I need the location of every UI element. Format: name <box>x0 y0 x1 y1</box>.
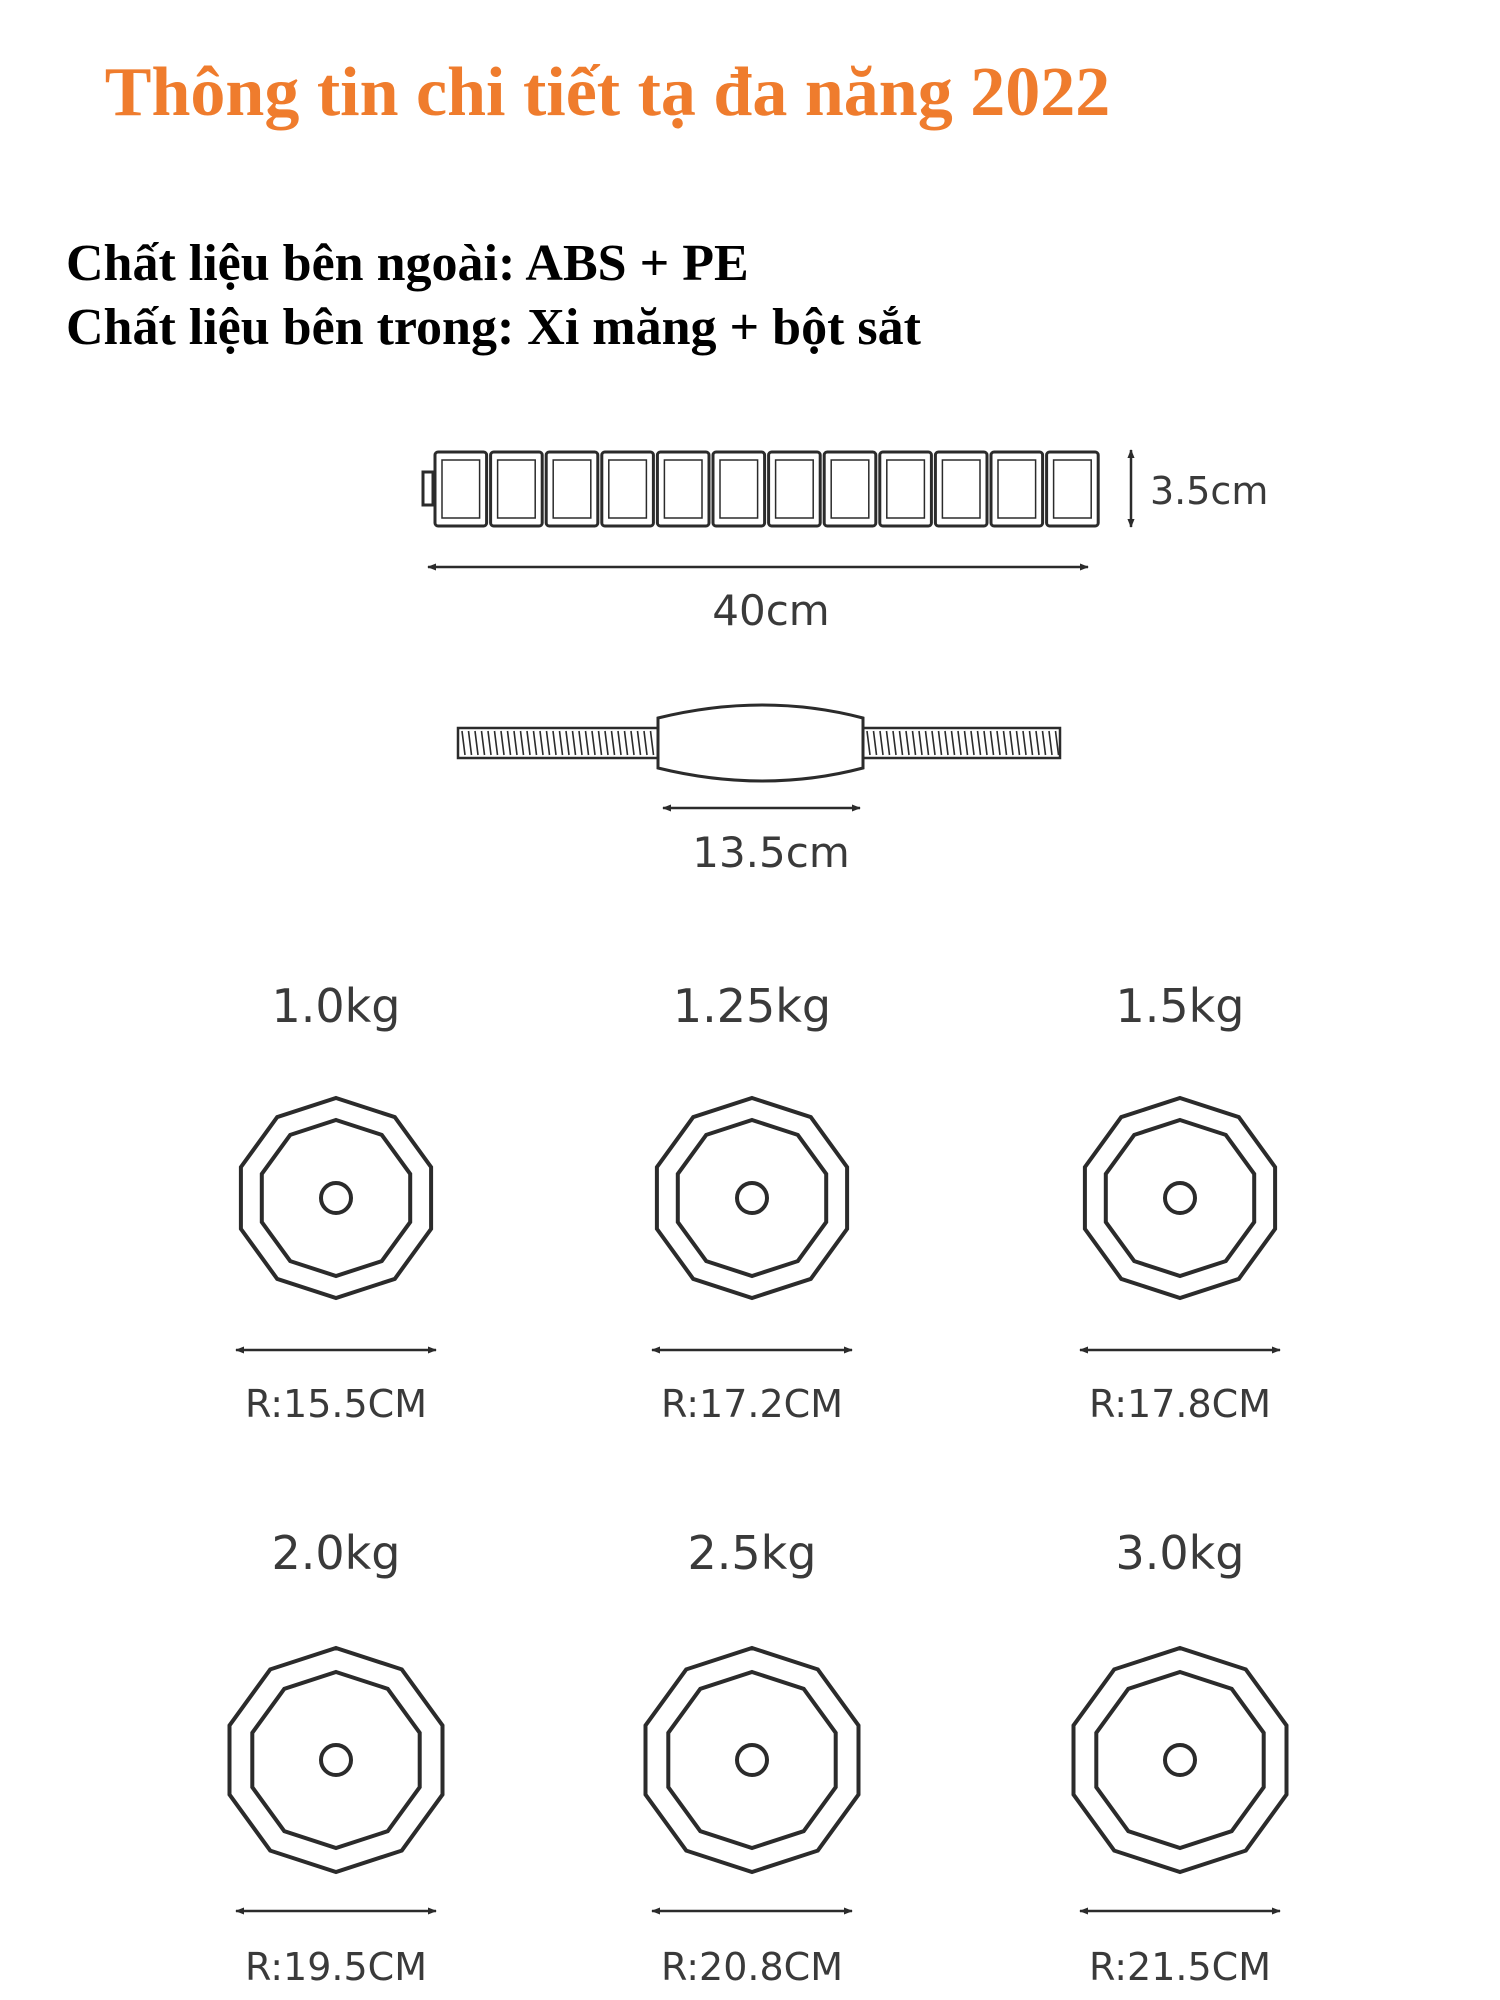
weight-plate <box>646 1526 859 1989</box>
weight-plates <box>230 979 1287 1989</box>
plate-center-hole <box>321 1745 351 1775</box>
inner-material-text: Chất liệu bên trong: Xi măng + bột sắt <box>66 299 921 356</box>
plate-center-hole <box>1165 1183 1195 1213</box>
handle-drawing <box>458 705 1060 781</box>
weight-plate <box>1080 979 1280 1426</box>
plate-center-hole <box>737 1183 767 1213</box>
plate-radius-label: R:15.5CM <box>245 1382 427 1426</box>
weight-plate <box>1074 1526 1287 1989</box>
plate-radius-label: R:21.5CM <box>1089 1945 1271 1989</box>
weight-plate <box>230 1526 443 1989</box>
handle-length-label: 13.5cm <box>692 828 850 877</box>
plate-weight-label: 1.25kg <box>672 979 832 1033</box>
connector-bar-drawing <box>423 452 1098 526</box>
handle-length-dimension <box>663 808 860 877</box>
plate-radius-label: R:17.2CM <box>661 1382 843 1426</box>
bar-height-dimension <box>1131 450 1268 527</box>
bar-diameter-label: 3.5cm <box>1150 469 1269 513</box>
plate-weight-label: 3.0kg <box>1115 1526 1245 1580</box>
outer-material-text: Chất liệu bên ngoài: ABS + PE <box>66 235 749 292</box>
page-title: Thông tin chi tiết tạ đa năng 2022 <box>104 54 1111 131</box>
weight-plate <box>236 979 436 1426</box>
bar-length-dimension <box>428 567 1088 635</box>
plate-center-hole <box>1165 1745 1195 1775</box>
plate-weight-label: 2.0kg <box>271 1526 401 1580</box>
plate-radius-label: R:20.8CM <box>661 1945 843 1989</box>
plate-weight-label: 2.5kg <box>687 1526 817 1580</box>
bar-length-label: 40cm <box>712 586 830 635</box>
plate-radius-label: R:17.8CM <box>1089 1382 1271 1426</box>
plate-center-hole <box>737 1745 767 1775</box>
bar-segments <box>435 452 1098 526</box>
plate-center-hole <box>321 1183 351 1213</box>
plate-weight-label: 1.5kg <box>1115 979 1245 1033</box>
weight-plate <box>652 979 852 1426</box>
plate-radius-label: R:19.5CM <box>245 1945 427 1989</box>
plate-weight-label: 1.0kg <box>271 979 401 1033</box>
